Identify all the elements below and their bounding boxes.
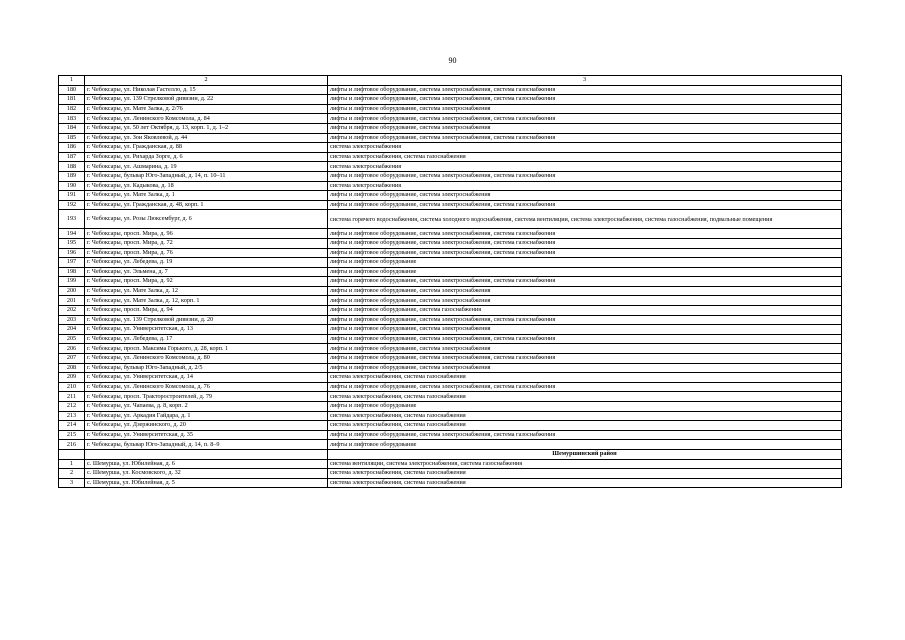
row-address: г. Чебоксары, ул. Аркадия Гайдара, д. 1: [85, 411, 328, 421]
table-row: [59, 200, 842, 210]
row-systems: лифты и лифтовое оборудование: [328, 267, 842, 277]
row-address: г. Чебоксары, просп. Максима Горького, д. 28, корп. 1: [85, 344, 328, 354]
row-address: г. Чебоксары, ул. Университетская, д. 35: [85, 430, 328, 440]
row-systems: лифты и лифтовое оборудование, система электроснабжения, система газоснабжения: [328, 277, 842, 287]
table-row: [59, 296, 842, 306]
row-address: г. Чебоксары, ул. Ленинского Комсомола, д. 76: [85, 382, 328, 392]
row-address: г. Чебоксары, ул. Гражданская, д. 88: [85, 143, 328, 153]
row-systems: лифты и лифтовое оборудование, система газоснабжения: [328, 306, 842, 316]
row-systems: лифты и лифтовое оборудование, система электроснабжения: [328, 363, 842, 373]
row-address: г. Чебоксары, просп. Мира, д. 94: [85, 306, 328, 316]
table-row: [59, 344, 842, 354]
row-number: 181: [59, 95, 85, 105]
row-number: 192: [59, 200, 85, 210]
header-col-number: 1: [59, 76, 85, 86]
row-number: 184: [59, 123, 85, 133]
table-row: [59, 258, 842, 268]
row-systems: система вентиляции, система электроснабжения, система газоснабжения: [328, 459, 842, 469]
table-header-row: [59, 76, 842, 86]
table-row: [59, 238, 842, 248]
row-systems: лифты и лифтовое оборудование: [328, 258, 842, 268]
row-number: 188: [59, 162, 85, 172]
row-number: 216: [59, 440, 85, 450]
table-row: [59, 459, 842, 469]
table-row: [59, 392, 842, 402]
table-row: [59, 315, 842, 325]
row-address: г. Чебоксары, бульвар Юго-Западный, д. 14, п. 8–9: [85, 440, 328, 450]
row-systems: система электроснабжения, система газоснабжения: [328, 411, 842, 421]
buildings-table: [58, 75, 842, 488]
row-number: 203: [59, 315, 85, 325]
row-systems: система электроснабжения: [328, 143, 842, 153]
table-row: [59, 363, 842, 373]
table-row: [59, 421, 842, 431]
row-number: 213: [59, 411, 85, 421]
row-address: с. Шемурша, ул. Юбилейная, д. 5: [85, 478, 328, 488]
table-row: [59, 95, 842, 105]
row-address: г. Чебоксары, ул. Кадыкова, д. 18: [85, 181, 328, 191]
row-address: г. Чебоксары, ул. Дзержинского, д. 20: [85, 421, 328, 431]
row-systems: лифты и лифтовое оборудование, система электроснабжения: [328, 191, 842, 201]
row-systems: лифты и лифтовое оборудование, система электроснабжения, система газоснабжения: [328, 171, 842, 181]
section-header-row: [59, 449, 842, 459]
row-address: г. Чебоксары, ул. Университетская, д. 13: [85, 325, 328, 335]
table-row: [59, 171, 842, 181]
row-number: 187: [59, 152, 85, 162]
table-row: [59, 382, 842, 392]
row-address: г. Чебоксары, ул. Эльмена, д. 7: [85, 267, 328, 277]
row-address: г. Чебоксары, ул. Зои Яковлевой, д. 44: [85, 133, 328, 143]
row-address: г. Чебоксары, ул. Мате Залка, д. 2/76: [85, 104, 328, 114]
row-systems: система электроснабжения: [328, 162, 842, 172]
table-row: [59, 411, 842, 421]
row-address: г. Чебоксары, ул. Чапаева, д. 8, корп. 2: [85, 402, 328, 412]
row-number: 215: [59, 430, 85, 440]
row-number: 209: [59, 373, 85, 383]
table-row: [59, 440, 842, 450]
row-number: 212: [59, 402, 85, 412]
table-row: [59, 334, 842, 344]
table-row: [59, 248, 842, 258]
row-systems: лифты и лифтовое оборудование, система электроснабжения: [328, 286, 842, 296]
table-row: [59, 325, 842, 335]
row-systems: лифты и лифтовое оборудование, система электроснабжения: [328, 123, 842, 133]
row-systems: лифты и лифтовое оборудование, система электроснабжения, система газоснабжения: [328, 238, 842, 248]
table-row: [59, 277, 842, 287]
row-systems: лифты и лифтовое оборудование, система электроснабжения: [328, 104, 842, 114]
table-row: [59, 181, 842, 191]
table-row: [59, 162, 842, 172]
row-systems: лифты и лифтовое оборудование, система электроснабжения, система газоснабжения: [328, 229, 842, 239]
row-address: г. Чебоксары, просп. Мира, д. 76: [85, 248, 328, 258]
row-systems: лифты и лифтовое оборудование, система электроснабжения: [328, 325, 842, 335]
row-address: г. Чебоксары, просп. Тракторостроителей, д. 79: [85, 392, 328, 402]
table-row: [59, 229, 842, 239]
row-systems: лифты и лифтовое оборудование, система электроснабжения, система газоснабжения: [328, 248, 842, 258]
row-address: г. Чебоксары, ул. Ленинского Комсомола, д. 80: [85, 354, 328, 364]
table-row: [59, 478, 842, 488]
row-address: г. Чебоксары, ул. Николая Гастелло, д. 15: [85, 85, 328, 95]
row-number: 208: [59, 363, 85, 373]
row-number: 200: [59, 286, 85, 296]
row-number: 210: [59, 382, 85, 392]
row-number: 196: [59, 248, 85, 258]
row-address: г. Чебоксары, бульвар Юго-Западный, д. 14, п. 10–11: [85, 171, 328, 181]
section-empty-cell: [85, 449, 328, 459]
row-address: г. Чебоксары, ул. Гражданская, д. 48, корп. 1: [85, 200, 328, 210]
row-address: г. Чебоксары, просп. Мира, д. 96: [85, 229, 328, 239]
page-number: 90: [448, 56, 457, 65]
table-row: [59, 286, 842, 296]
row-systems: лифты и лифтовое оборудование, система электроснабжения, система газоснабжения: [328, 334, 842, 344]
row-address: с. Шемурша, ул. Космовского, д. 32: [85, 469, 328, 479]
row-address: г. Чебоксары, ул. Ашмарина, д. 19: [85, 162, 328, 172]
row-number: 201: [59, 296, 85, 306]
row-number: 1: [59, 459, 85, 469]
row-address: с. Шемурша, ул. Юбилейная, д. 6: [85, 459, 328, 469]
row-number: 189: [59, 171, 85, 181]
row-number: 199: [59, 277, 85, 287]
table-row: [59, 85, 842, 95]
row-address: г. Чебоксары, ул. Мате Залка, д. 12, корп. 1: [85, 296, 328, 306]
row-number: 207: [59, 354, 85, 364]
row-systems: система электроснабжения, система газоснабжения: [328, 392, 842, 402]
row-address: г. Чебоксары, ул. Розы Люксембург, д. 6: [85, 210, 328, 229]
row-number: 204: [59, 325, 85, 335]
row-systems: лифты и лифтовое оборудование, система электроснабжения, система газоснабжения: [328, 200, 842, 210]
row-systems: система электроснабжения, система газоснабжения: [328, 469, 842, 479]
table-row: [59, 114, 842, 124]
row-address: г. Чебоксары, ул. Мате Залка, д. 1: [85, 191, 328, 201]
row-address: г. Чебоксары, ул. Мате Залка, д. 12: [85, 286, 328, 296]
row-systems: система электроснабжения, система газоснабжения: [328, 152, 842, 162]
table-row: [59, 104, 842, 114]
row-address: г. Чебоксары, просп. Мира, д. 72: [85, 238, 328, 248]
row-number: 195: [59, 238, 85, 248]
row-number: 182: [59, 104, 85, 114]
table-row: [59, 267, 842, 277]
row-address: г. Чебоксары, ул. Рихарда Зорге, д. 6: [85, 152, 328, 162]
row-address: г. Чебоксары, ул. Лебедева, д. 17: [85, 334, 328, 344]
row-number: 3: [59, 478, 85, 488]
table-row: [59, 373, 842, 383]
row-systems: лифты и лифтовое оборудование, система электроснабжения, система газоснабжения: [328, 315, 842, 325]
row-systems: лифты и лифтовое оборудование, система электроснабжения, система газоснабжения: [328, 95, 842, 105]
row-address: г. Чебоксары, бульвар Юго-Западный, д. 2/5: [85, 363, 328, 373]
row-systems: лифты и лифтовое оборудование: [328, 440, 842, 450]
row-number: 183: [59, 114, 85, 124]
table-row: [59, 123, 842, 133]
row-address: г. Чебоксары, ул. Лебедева, д. 19: [85, 258, 328, 268]
row-systems: лифты и лифтовое оборудование, система электроснабжения, система газоснабжения: [328, 114, 842, 124]
table-row: [59, 306, 842, 316]
table-row: [59, 152, 842, 162]
row-number: 205: [59, 334, 85, 344]
row-systems: система электроснабжения: [328, 181, 842, 191]
header-col-systems: 3: [328, 76, 842, 86]
row-number: 194: [59, 229, 85, 239]
row-systems: лифты и лифтовое оборудование, система электроснабжения, система газоснабжения: [328, 85, 842, 95]
row-address: г. Чебоксары, ул. 50 лет Октября, д. 13, корп. 1, д. 1–2: [85, 123, 328, 133]
row-number: 202: [59, 306, 85, 316]
row-systems: лифты и лифтовое оборудование, система электроснабжения: [328, 296, 842, 306]
row-number: 190: [59, 181, 85, 191]
row-systems: система электроснабжения, система газоснабжения: [328, 421, 842, 431]
table-row: [59, 143, 842, 153]
row-systems: лифты и лифтовое оборудование, система электроснабжения, система газоснабжения: [328, 354, 842, 364]
table-row: [59, 469, 842, 479]
row-number: 211: [59, 392, 85, 402]
table-row: [59, 191, 842, 201]
row-systems: система электроснабжения, система газоснабжения: [328, 373, 842, 383]
row-address: г. Чебоксары, ул. 139 Стрелковой дивизии, д. 22: [85, 95, 328, 105]
table-row: [59, 402, 842, 412]
row-number: 185: [59, 133, 85, 143]
row-number: 191: [59, 191, 85, 201]
row-number: 186: [59, 143, 85, 153]
row-address: г. Чебоксары, ул. Университетская, д. 14: [85, 373, 328, 383]
row-number: 193: [59, 210, 85, 229]
section-empty-cell: [59, 449, 85, 459]
section-title: Шемуршинский район: [328, 449, 842, 459]
row-number: 214: [59, 421, 85, 431]
row-systems: лифты и лифтовое оборудование, система электроснабжения, система газоснабжения: [328, 382, 842, 392]
row-number: 2: [59, 469, 85, 479]
row-systems: лифты и лифтовое оборудование, система электроснабжения, система газоснабжения: [328, 133, 842, 143]
row-systems: лифты и лифтовое оборудование, система электроснабжения: [328, 344, 842, 354]
row-number: 197: [59, 258, 85, 268]
row-systems: лифты и лифтовое оборудование: [328, 402, 842, 412]
row-systems: система горячего водоснабжения, система холодного водоснабжения, система вентиляции, система электроснабжения, система газоснабжения, подвальные помещения: [328, 210, 842, 229]
table-row: [59, 354, 842, 364]
row-number: 206: [59, 344, 85, 354]
row-systems: лифты и лифтовое оборудование, система электроснабжения, система газоснабжения: [328, 430, 842, 440]
row-address: г. Чебоксары, просп. Мира, д. 92: [85, 277, 328, 287]
row-address: г. Чебоксары, ул. 139 Стрелковой дивизии, д. 20: [85, 315, 328, 325]
table-row: [59, 133, 842, 143]
table-row: [59, 430, 842, 440]
row-number: 180: [59, 85, 85, 95]
row-address: г. Чебоксары, ул. Ленинского Комсомола, д. 84: [85, 114, 328, 124]
row-number: 198: [59, 267, 85, 277]
header-col-address: 2: [85, 76, 328, 86]
row-systems: система электроснабжения, система газоснабжения: [328, 478, 842, 488]
table-row: [59, 210, 842, 229]
